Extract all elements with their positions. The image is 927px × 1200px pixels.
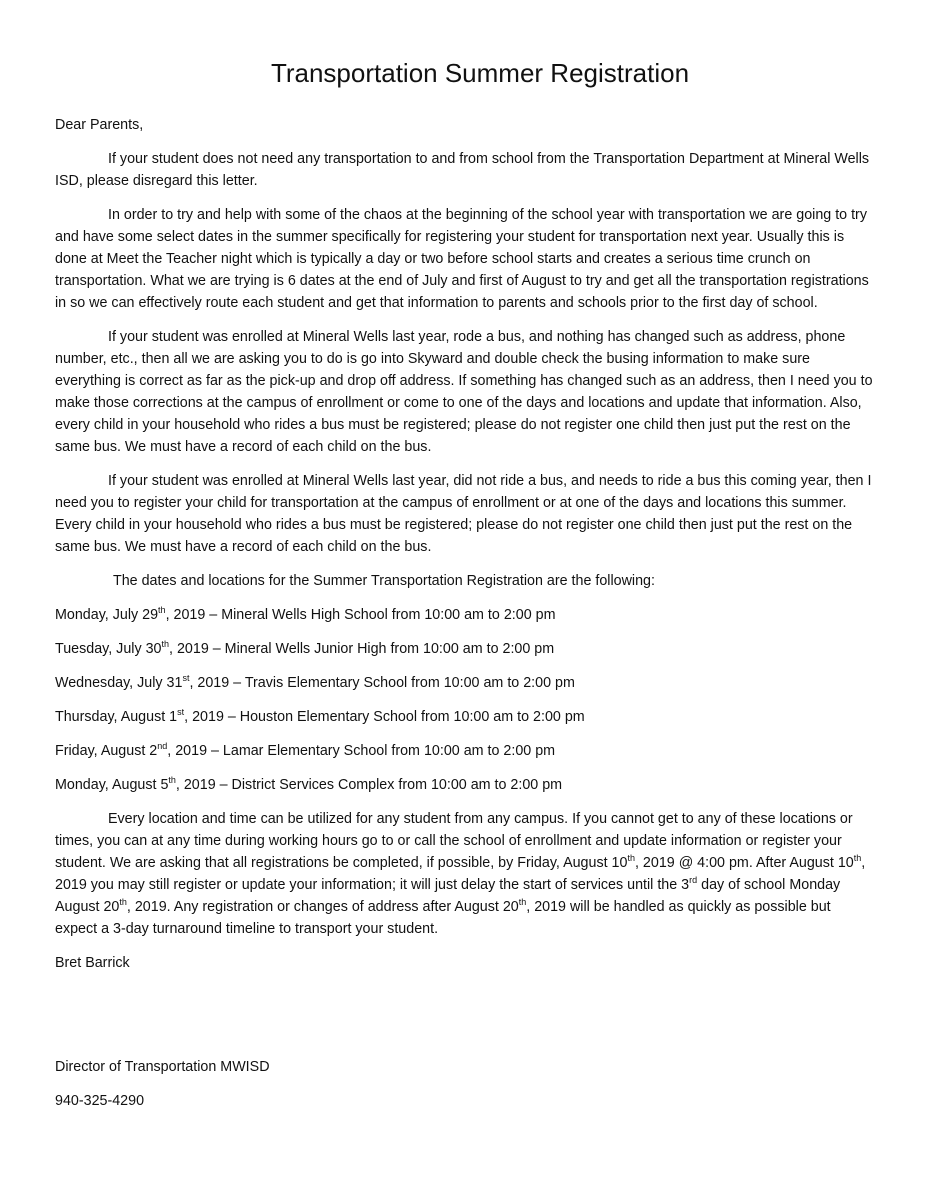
date-line: Monday, July 29th, 2019 – Mineral Wells High School from 10:00 am to 2:00 pm (55, 605, 556, 623)
date-line: Tuesday, July 30th, 2019 – Mineral Wells Junior High from 10:00 am to 2:00 pm (55, 639, 555, 657)
dates-intro: The dates and locations for the Summer Transportation Registration are the following: (113, 573, 655, 589)
signature-title: Director of Transportation MWISD (55, 1059, 270, 1075)
letter-title: Transportation Summer Registration (270, 58, 690, 88)
date-line: Friday, August 2nd, 2019 – Lamar Elementary School from 10:00 am to 2:00 pm (55, 741, 556, 759)
signature-gap (55, 986, 875, 1056)
paragraph-purpose: In order to try and help with some of the chaos at the beginning of the school year with transportation we are going to try and have some select dates in the summer specifically for registering your student for transportation next year. Usually this is done at Meet the Teacher night which is typically a day or two before school starts and creates a serious time crunch on transportation. What we are trying is 6 dates at the end of July and first of August to try and get all the transportation registrations in so we can effectively route each student and get that information to parents and schools prior to the first day of school. (55, 207, 869, 311)
date-line: Monday, August 5th, 2019 – District Services Complex from 10:00 am to 2:00 pm (55, 775, 563, 793)
paragraph-new-riders: If your student was enrolled at Mineral Wells last year, did not ride a bus, and needs to ride a bus this coming year, then I need you to register your child for transportation at the campus of enrollment or at one of the days and locations this summer. Every child in your household who rides a bus must be registered; please do not register one child then just put the rest on the same bus. We must have a record of each child on the bus. (55, 473, 872, 555)
date-line: Thursday, August 1st, 2019 – Houston Elementary School from 10:00 am to 2:00 pm (55, 707, 585, 725)
paragraph-disregard: If your student does not need any transportation to and from school from the Transportation Department at Mineral Wells ISD, please disregard this letter. (55, 151, 870, 189)
letter-page (55, 56, 875, 1124)
date-line: Wednesday, July 31st, 2019 – Travis Elementary School from 10:00 am to 2:00 pm (55, 673, 575, 691)
phone-number: 940-325-4290 (55, 1093, 145, 1109)
dates-list (55, 604, 875, 796)
signature-name: Bret Barrick (55, 955, 130, 971)
paragraph-returning-riders: If your student was enrolled at Mineral Wells last year, rode a bus, and nothing has changed such as address, phone number, etc., then all we are asking you to do is go into Skyward and double check the busing information to make sure everything is correct as far as the pick-up and drop off address. If something has changed such as an address, then I need you to make those corrections at the campus of enrollment or come to one of the days and locations and update that information. Also, every child in your household who rides a bus must be registered; please do not register one child then just put the rest on the same bus. We must have a record of each child on the bus. (55, 329, 873, 455)
paragraph-closing: Every location and time can be utilized for any student from any campus. If you cannot get to any of these locations or times, you can at any time during working hours go to or call the school of enrollment and update information or register your student. We are asking that all registrations be completed, if possible, by Friday, August 10th, 2019 @ 4:00 pm. After August 10th, 2019 you may still register or update your information; it will just delay the start of services until the 3rd day of school Monday August 20th, 2019. Any registration or changes of address after August 20th, 2019 will be handled as quickly as possible but expect a 3-day turnaround timeline to transport your student. (55, 811, 866, 937)
salutation: Dear Parents, (55, 117, 144, 133)
